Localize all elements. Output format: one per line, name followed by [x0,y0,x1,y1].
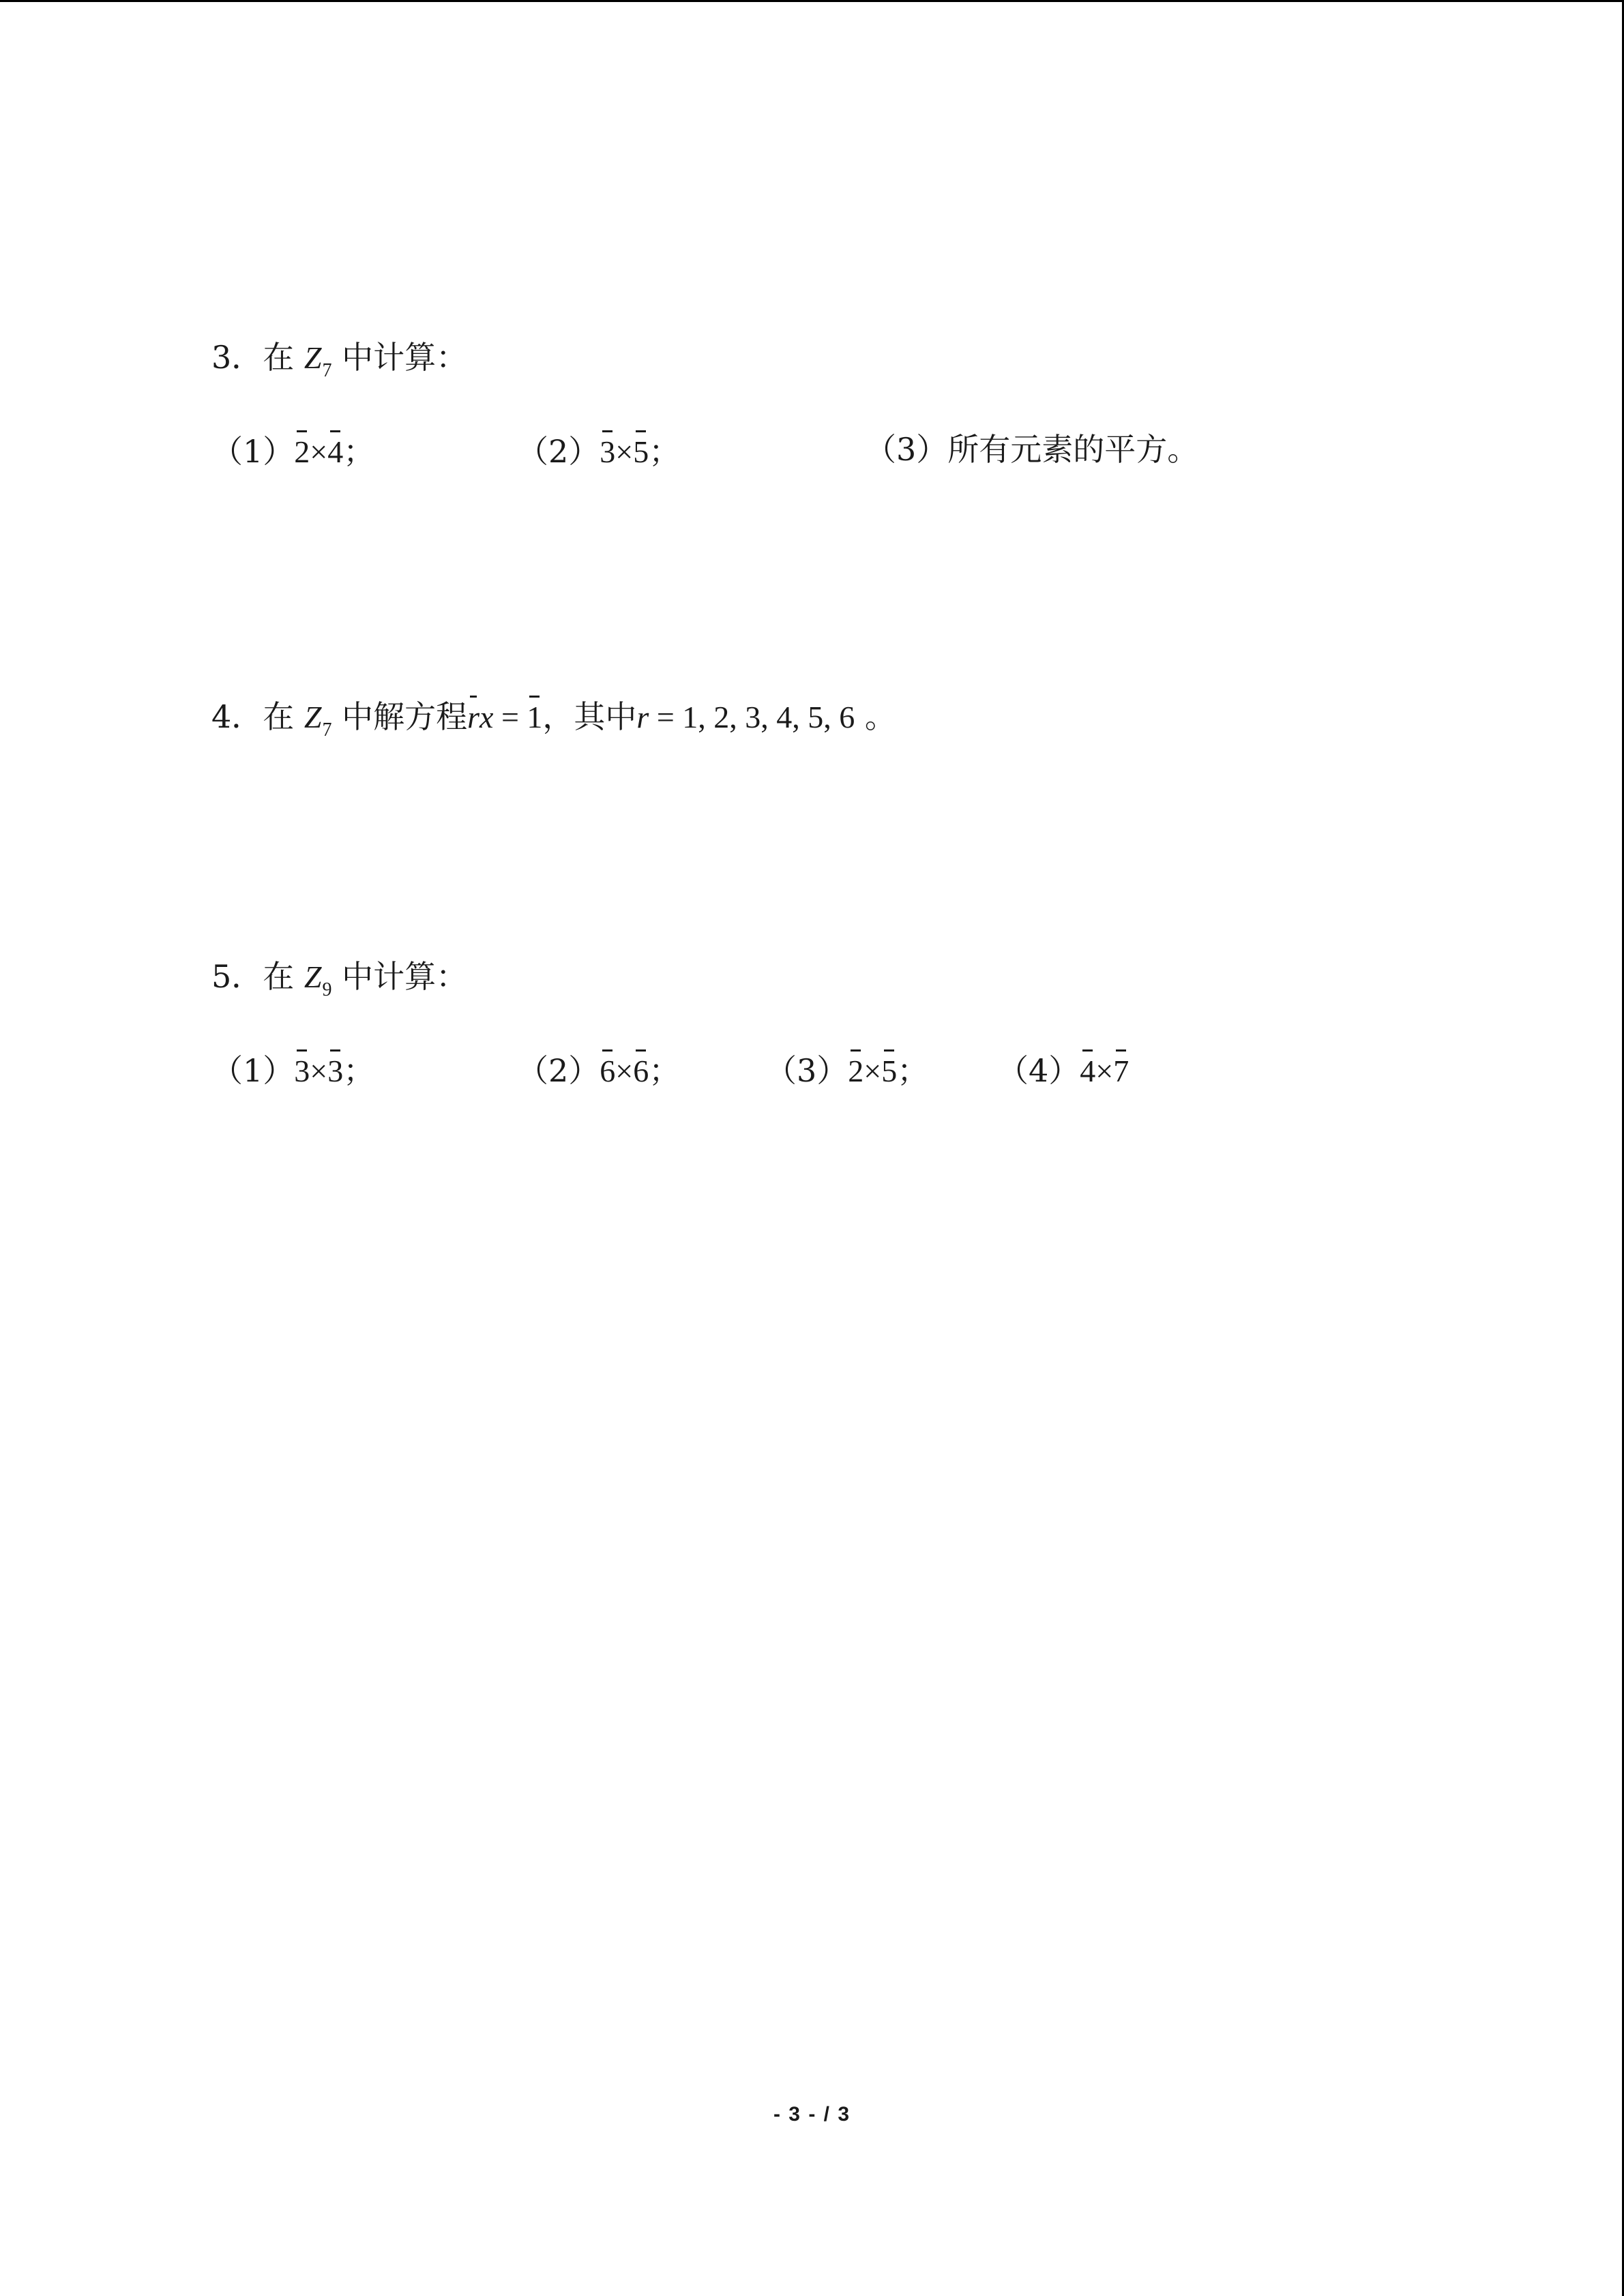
question-tail: 中计算： [342,339,468,376]
variable-r-class: r [467,694,479,738]
part-end: ； [649,1052,681,1089]
part-1 [211,429,374,473]
residue-class: 4 [327,429,343,473]
part-2 [517,429,680,473]
question-lead: 在 [263,339,295,376]
question-end: 。 [855,698,896,735]
ring-modulus: 9 [322,979,332,1000]
ring-symbol: Z [304,700,322,734]
times-sign: × [310,1054,328,1088]
question-tail: 中计算： [342,958,468,995]
part-label: （3） [765,1052,848,1089]
question-comma: ，其中 [542,698,637,735]
question-lead: 在 [263,958,295,995]
part-label: （3） [865,431,948,468]
ring-modulus: 7 [322,360,332,381]
ring-symbol: Z [304,340,322,375]
page-number-footer: - 3 - / 3 [773,2103,851,2126]
part-label: （2） [517,433,600,470]
residue-class: 4 [1080,1048,1095,1092]
r-values: = 1, 2, 3, 4, 5, 6 [649,700,855,734]
residue-class: 2 [294,429,310,473]
residue-class: 1 [527,694,542,738]
question-5-parts [211,1048,1235,1089]
times-sign: × [615,434,634,469]
residue-class: 6 [633,1048,649,1092]
question-lead: 在 [263,698,295,735]
residue-class: 5 [881,1048,897,1092]
part-text: 所有元素的平方。 [947,431,1199,468]
equals-sign: = [493,700,527,734]
question-3-parts [211,429,1235,470]
part-3 [765,1048,928,1092]
part-2 [517,1048,680,1092]
residue-class: 3 [294,1048,310,1092]
part-end: ； [343,1052,375,1089]
residue-class: 3 [600,429,615,473]
part-end: ； [649,433,681,470]
question-number: 4． [211,698,263,735]
part-label: （2） [517,1052,600,1089]
part-end: ； [897,1052,929,1089]
residue-class: 3 [327,1048,343,1092]
part-1 [211,1048,374,1092]
times-sign: × [863,1054,882,1088]
part-end: ； [343,433,375,470]
residue-class: 2 [848,1048,863,1092]
ring-modulus: 7 [322,719,332,741]
part-3 [865,429,1198,470]
times-sign: × [310,434,328,469]
residue-class: 7 [1113,1048,1129,1092]
question-number: 5． [211,958,263,995]
times-sign: × [615,1054,634,1088]
ring-symbol: Z [304,959,322,994]
residue-class: 5 [633,429,649,473]
question-3-heading [211,337,468,381]
question-5-heading [211,956,468,1000]
residue-class: 6 [600,1048,615,1092]
part-label: （1） [211,1052,295,1089]
question-mid: 中解方程 [342,698,468,735]
times-sign: × [1095,1054,1114,1088]
variable-r: r [636,700,649,734]
part-label: （4） [997,1052,1080,1089]
variable-x: x [479,700,494,734]
part-label: （1） [211,433,295,470]
part-4 [997,1048,1129,1092]
question-4 [211,694,896,741]
question-number: 3． [211,339,263,376]
